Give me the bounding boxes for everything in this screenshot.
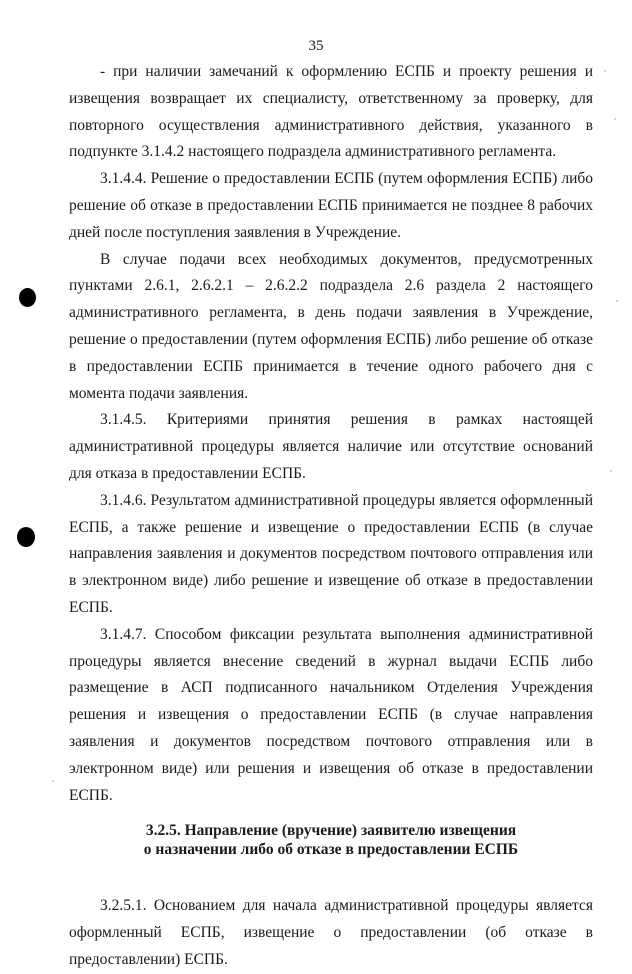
paragraph-continuation: - при наличии замечаний к оформлению ЕСПБ и проекту решения и извещения возвращает их специалисту, ответственному за проверку, для повторного осуществления административного действия, указанного в подпункте 3.1.4.2 настоящего подраздела административного регламента. [69, 63, 593, 161]
section-heading-line-1: 3.2.5. Направление (вручение) заявителю извещения [145, 822, 517, 840]
paragraph-3-1-4-5: 3.1.4.5. Критериями принятия решения в рамках настоящей административной процедуры является наличие или отсутствие оснований для отказа в предоставлении ЕСПБ. [69, 411, 593, 482]
scan-speck [52, 780, 54, 782]
paragraph-3-1-4-4: 3.1.4.4. Решение о предоставлении ЕСПБ (путем оформления ЕСПБ) либо решение об отказе в предоставлении ЕСПБ принимается не позднее 8 рабочих дней после поступления заявления в Учреждение. [69, 170, 593, 241]
paragraph-3-2-5-1: 3.2.5.1. Основанием для начала административной процедуры является оформленный ЕСПБ, извещение о предоставлении (об отказе в предоставлении) ЕСПБ. [69, 897, 593, 968]
scan-speck [610, 470, 612, 472]
section-gap [69, 859, 593, 893]
scan-speck [614, 118, 616, 120]
punch-hole-top [19, 288, 36, 307]
section-heading-3-2-5 [69, 821, 593, 859]
scan-speck [604, 70, 606, 72]
paragraph-3-1-4-6: 3.1.4.6. Результатом административной процедуры является оформленный ЕСПБ, а также решение и извещение о предоставлении ЕСПБ (в случае направления заявления и документов посредством почтового отправления или в электронном виде) либо решение и извещение об отказе в предоставлении ЕСПБ. [69, 491, 593, 616]
section-heading-line-2: о назначении либо об отказе в предоставлении ЕСПБ [143, 841, 519, 859]
scan-speck [616, 300, 618, 302]
document-body [69, 59, 593, 974]
paragraph-3-1-4-7: 3.1.4.7. Способом фиксации результата выполнения административной процедуры является внесение сведений в журнал выдачи ЕСПБ либо размещение в АСП подписанного начальником Отделения Учреждения решения и извещения о предоставлении ЕСПБ (в случае направления заявления и документов посредством почтового отправления или в электронном виде) или решения и извещения об отказе в предоставлении ЕСПБ. [69, 625, 593, 804]
paragraph-documents-submission: В случае подачи всех необходимых документов, предусмотренных пунктами 2.6.1, 2.6.2.1 – 2.6.2.2 подраздела 2.6 раздела 2 настоящего административного регламента, в день подачи заявления в Учреждение, решение о предоставлении (путем оформления ЕСПБ) либо решение об отказе в предоставлении ЕСПБ принимается в течение одного рабочего дня с момента подачи заявления. [69, 250, 593, 402]
punch-hole-bottom [17, 527, 35, 547]
page-number: 35 [308, 38, 324, 54]
